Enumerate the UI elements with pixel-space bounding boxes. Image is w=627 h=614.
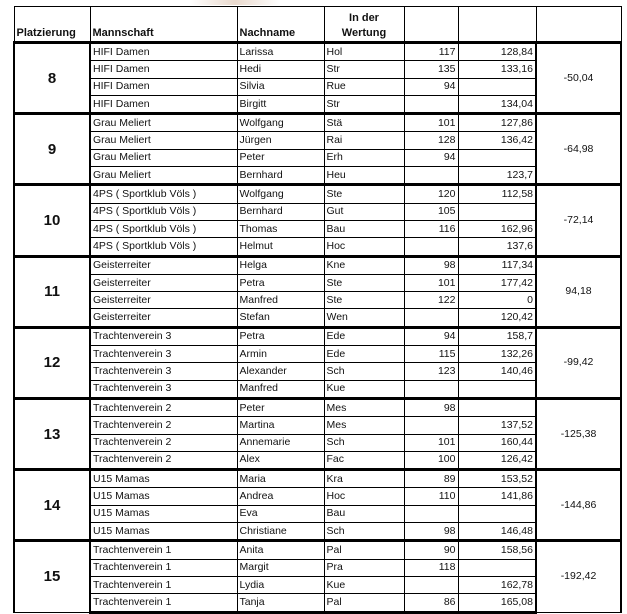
team-cell: HIFI Damen [90, 61, 237, 78]
value2-cell: 158,56 [458, 541, 536, 559]
team-cell: 4PS ( Sportklub Völs ) [90, 220, 237, 237]
table-row [14, 238, 621, 256]
lastname-abbr-cell: Sch [324, 523, 404, 541]
table-row [14, 220, 621, 237]
table-row [14, 363, 621, 380]
value1-cell: 123 [404, 363, 458, 380]
difference-cell: -64,98 [536, 114, 621, 185]
value2-cell: 123,7 [458, 167, 536, 185]
value2-cell: 158,7 [458, 327, 536, 345]
team-cell: HIFI Damen [90, 95, 237, 113]
value2-cell: 141,86 [458, 488, 536, 505]
value1-cell [404, 95, 458, 113]
value2-cell [458, 78, 536, 95]
table-row [14, 451, 621, 469]
firstname-cell: Anita [237, 541, 324, 559]
value2-cell: 137,52 [458, 417, 536, 434]
team-cell: Trachtenverein 3 [90, 346, 237, 363]
lastname-abbr-cell: Sch [324, 434, 404, 451]
header-lastname: Nachname [237, 7, 324, 43]
table-row [14, 43, 621, 61]
firstname-cell: Christiane [237, 523, 324, 541]
firstname-cell: Martina [237, 417, 324, 434]
value1-cell: 98 [404, 398, 458, 416]
value1-cell: 115 [404, 346, 458, 363]
firstname-cell: Helmut [237, 238, 324, 256]
lastname-abbr-cell: Bau [324, 505, 404, 522]
team-cell: Geisterreiter [90, 309, 237, 327]
firstname-cell: Alex [237, 451, 324, 469]
value1-cell [404, 238, 458, 256]
team-cell: U15 Mamas [90, 505, 237, 522]
lastname-abbr-cell: Heu [324, 167, 404, 185]
value1-cell: 101 [404, 274, 458, 291]
team-cell: Trachtenverein 2 [90, 417, 237, 434]
placement-cell: 8 [14, 43, 90, 114]
placement-cell: 15 [14, 541, 90, 612]
firstname-cell: Helga [237, 256, 324, 274]
firstname-cell: Manfred [237, 292, 324, 309]
value2-cell: 120,42 [458, 309, 536, 327]
firstname-cell: Margit [237, 559, 324, 576]
lastname-abbr-cell: Gut [324, 203, 404, 220]
value1-cell: 89 [404, 470, 458, 488]
value1-cell: 90 [404, 541, 458, 559]
value2-cell [458, 505, 536, 522]
lastname-abbr-cell: Str [324, 61, 404, 78]
team-cell: U15 Mamas [90, 523, 237, 541]
firstname-cell: Silvia [237, 78, 324, 95]
team-cell: Grau Meliert [90, 114, 237, 132]
firstname-cell: Jürgen [237, 132, 324, 149]
value2-cell: 126,42 [458, 451, 536, 469]
firstname-cell: Hedi [237, 61, 324, 78]
value2-cell: 153,52 [458, 470, 536, 488]
lastname-abbr-cell: Ede [324, 327, 404, 345]
value1-cell: 122 [404, 292, 458, 309]
team-cell: Trachtenverein 1 [90, 576, 237, 593]
table-row [14, 523, 621, 541]
team-cell: Geisterreiter [90, 292, 237, 309]
lastname-abbr-cell: Ste [324, 274, 404, 291]
firstname-cell: Thomas [237, 220, 324, 237]
table-row [14, 203, 621, 220]
value2-cell: 134,04 [458, 95, 536, 113]
lastname-abbr-cell: Kra [324, 470, 404, 488]
value2-cell: 146,48 [458, 523, 536, 541]
difference-cell: -144,86 [536, 470, 621, 541]
firstname-cell: Tanja [237, 594, 324, 612]
value2-cell: 112,58 [458, 185, 536, 203]
lastname-abbr-cell: Fac [324, 451, 404, 469]
value2-cell: 140,46 [458, 363, 536, 380]
team-cell: Geisterreiter [90, 256, 237, 274]
value2-cell: 137,6 [458, 238, 536, 256]
table-row [14, 61, 621, 78]
value1-cell [404, 167, 458, 185]
difference-cell: -50,04 [536, 43, 621, 114]
lastname-abbr-cell: Mes [324, 417, 404, 434]
lastname-abbr-cell: Hoc [324, 488, 404, 505]
firstname-cell: Birgitt [237, 95, 324, 113]
table-row [14, 185, 621, 203]
team-cell: Trachtenverein 3 [90, 363, 237, 380]
table-row [14, 132, 621, 149]
value2-cell [458, 149, 536, 166]
value1-cell: 101 [404, 434, 458, 451]
header-col5 [404, 7, 458, 43]
value1-cell: 94 [404, 78, 458, 95]
firstname-cell: Peter [237, 398, 324, 416]
team-cell: Trachtenverein 1 [90, 541, 237, 559]
value2-cell: 162,78 [458, 576, 536, 593]
header-placement: Platzierung [14, 7, 90, 43]
table-row [14, 327, 621, 345]
table-row [14, 78, 621, 95]
table-row [14, 417, 621, 434]
firstname-cell: Alexander [237, 363, 324, 380]
firstname-cell: Bernhard [237, 203, 324, 220]
lastname-abbr-cell: Kue [324, 380, 404, 398]
placement-cell: 9 [14, 114, 90, 185]
header-team: Mannschaft [90, 7, 237, 43]
team-cell: Grau Meliert [90, 132, 237, 149]
table-header [14, 7, 621, 43]
lastname-abbr-cell: Hoc [324, 238, 404, 256]
lastname-abbr-cell: Erh [324, 149, 404, 166]
difference-cell: -192,42 [536, 541, 621, 612]
value1-cell: 120 [404, 185, 458, 203]
team-cell: 4PS ( Sportklub Völs ) [90, 203, 237, 220]
team-cell: Trachtenverein 3 [90, 380, 237, 398]
value1-cell [404, 505, 458, 522]
firstname-cell: Manfred [237, 380, 324, 398]
team-cell: Grau Meliert [90, 167, 237, 185]
value2-cell: 132,26 [458, 346, 536, 363]
value1-cell: 128 [404, 132, 458, 149]
photo-smudge [190, 0, 280, 5]
placement-cell: 10 [14, 185, 90, 256]
firstname-cell: Wolfgang [237, 114, 324, 132]
table-row [14, 576, 621, 593]
firstname-cell: Wolfgang [237, 185, 324, 203]
lastname-abbr-cell: Rai [324, 132, 404, 149]
team-cell: Trachtenverein 2 [90, 434, 237, 451]
firstname-cell: Petra [237, 274, 324, 291]
header-in-rating: In der Wertung [324, 7, 404, 43]
value2-cell [458, 380, 536, 398]
lastname-abbr-cell: Sch [324, 363, 404, 380]
firstname-cell: Petra [237, 327, 324, 345]
value2-cell: 128,84 [458, 43, 536, 61]
value1-cell: 100 [404, 451, 458, 469]
table-row [14, 594, 621, 612]
value2-cell: 127,86 [458, 114, 536, 132]
value1-cell: 98 [404, 523, 458, 541]
lastname-abbr-cell: Kue [324, 576, 404, 593]
table-row [14, 470, 621, 488]
placement-cell: 14 [14, 470, 90, 541]
value1-cell: 116 [404, 220, 458, 237]
lastname-abbr-cell: Ste [324, 292, 404, 309]
team-cell: U15 Mamas [90, 488, 237, 505]
team-cell: HIFI Damen [90, 43, 237, 61]
table-row [14, 346, 621, 363]
value1-cell [404, 576, 458, 593]
value2-cell: 117,34 [458, 256, 536, 274]
table-row [14, 167, 621, 185]
team-cell: 4PS ( Sportklub Völs ) [90, 185, 237, 203]
value1-cell: 110 [404, 488, 458, 505]
value1-cell: 101 [404, 114, 458, 132]
lastname-abbr-cell: Mes [324, 398, 404, 416]
table-row [14, 256, 621, 274]
table-row [14, 380, 621, 398]
value2-cell [458, 559, 536, 576]
firstname-cell: Larissa [237, 43, 324, 61]
value1-cell [404, 309, 458, 327]
team-cell: Trachtenverein 2 [90, 398, 237, 416]
firstname-cell: Maria [237, 470, 324, 488]
value2-cell: 133,16 [458, 61, 536, 78]
lastname-abbr-cell: Pra [324, 559, 404, 576]
value1-cell: 135 [404, 61, 458, 78]
difference-cell: 94,18 [536, 256, 621, 327]
team-cell: Grau Meliert [90, 149, 237, 166]
difference-cell: -99,42 [536, 327, 621, 398]
placement-cell: 12 [14, 327, 90, 398]
difference-cell: -125,38 [536, 398, 621, 469]
lastname-abbr-cell: Kne [324, 256, 404, 274]
placement-cell: 11 [14, 256, 90, 327]
table-row [14, 274, 621, 291]
lastname-abbr-cell: Hol [324, 43, 404, 61]
firstname-cell: Bernhard [237, 167, 324, 185]
table-row [14, 505, 621, 522]
team-cell: HIFI Damen [90, 78, 237, 95]
table-row [14, 398, 621, 416]
difference-cell: -72,14 [536, 185, 621, 256]
value1-cell [404, 417, 458, 434]
table-body [14, 43, 621, 613]
value2-cell: 160,44 [458, 434, 536, 451]
header-col7 [536, 7, 621, 43]
value2-cell: 165,08 [458, 594, 536, 612]
firstname-cell: Armin [237, 346, 324, 363]
value2-cell [458, 203, 536, 220]
lastname-abbr-cell: Pal [324, 541, 404, 559]
results-table [13, 6, 622, 614]
table-row [14, 292, 621, 309]
value1-cell: 105 [404, 203, 458, 220]
team-cell: Trachtenverein 2 [90, 451, 237, 469]
table-row [14, 114, 621, 132]
team-cell: Trachtenverein 1 [90, 559, 237, 576]
value1-cell: 117 [404, 43, 458, 61]
firstname-cell: Peter [237, 149, 324, 166]
lastname-abbr-cell: Bau [324, 220, 404, 237]
value1-cell: 86 [404, 594, 458, 612]
table-row [14, 488, 621, 505]
value2-cell: 136,42 [458, 132, 536, 149]
value2-cell [458, 398, 536, 416]
lastname-abbr-cell: Stä [324, 114, 404, 132]
lastname-abbr-cell: Rue [324, 78, 404, 95]
value1-cell: 118 [404, 559, 458, 576]
lastname-abbr-cell: Ste [324, 185, 404, 203]
firstname-cell: Stefan [237, 309, 324, 327]
table-row [14, 541, 621, 559]
firstname-cell: Andrea [237, 488, 324, 505]
value1-cell [404, 380, 458, 398]
value2-cell: 162,96 [458, 220, 536, 237]
lastname-abbr-cell: Wen [324, 309, 404, 327]
table-row [14, 149, 621, 166]
team-cell: Geisterreiter [90, 274, 237, 291]
value1-cell: 94 [404, 149, 458, 166]
firstname-cell: Annemarie [237, 434, 324, 451]
team-cell: Trachtenverein 1 [90, 594, 237, 612]
header-col6 [458, 7, 536, 43]
team-cell: U15 Mamas [90, 470, 237, 488]
table-row [14, 559, 621, 576]
team-cell: 4PS ( Sportklub Völs ) [90, 238, 237, 256]
lastname-abbr-cell: Str [324, 95, 404, 113]
table-row [14, 95, 621, 113]
firstname-cell: Eva [237, 505, 324, 522]
value1-cell: 94 [404, 327, 458, 345]
team-cell: Trachtenverein 3 [90, 327, 237, 345]
table-row [14, 434, 621, 451]
table-row [14, 309, 621, 327]
placement-cell: 13 [14, 398, 90, 469]
value2-cell: 177,42 [458, 274, 536, 291]
value2-cell: 0 [458, 292, 536, 309]
lastname-abbr-cell: Ede [324, 346, 404, 363]
firstname-cell: Lydia [237, 576, 324, 593]
value1-cell: 98 [404, 256, 458, 274]
lastname-abbr-cell: Pal [324, 594, 404, 612]
